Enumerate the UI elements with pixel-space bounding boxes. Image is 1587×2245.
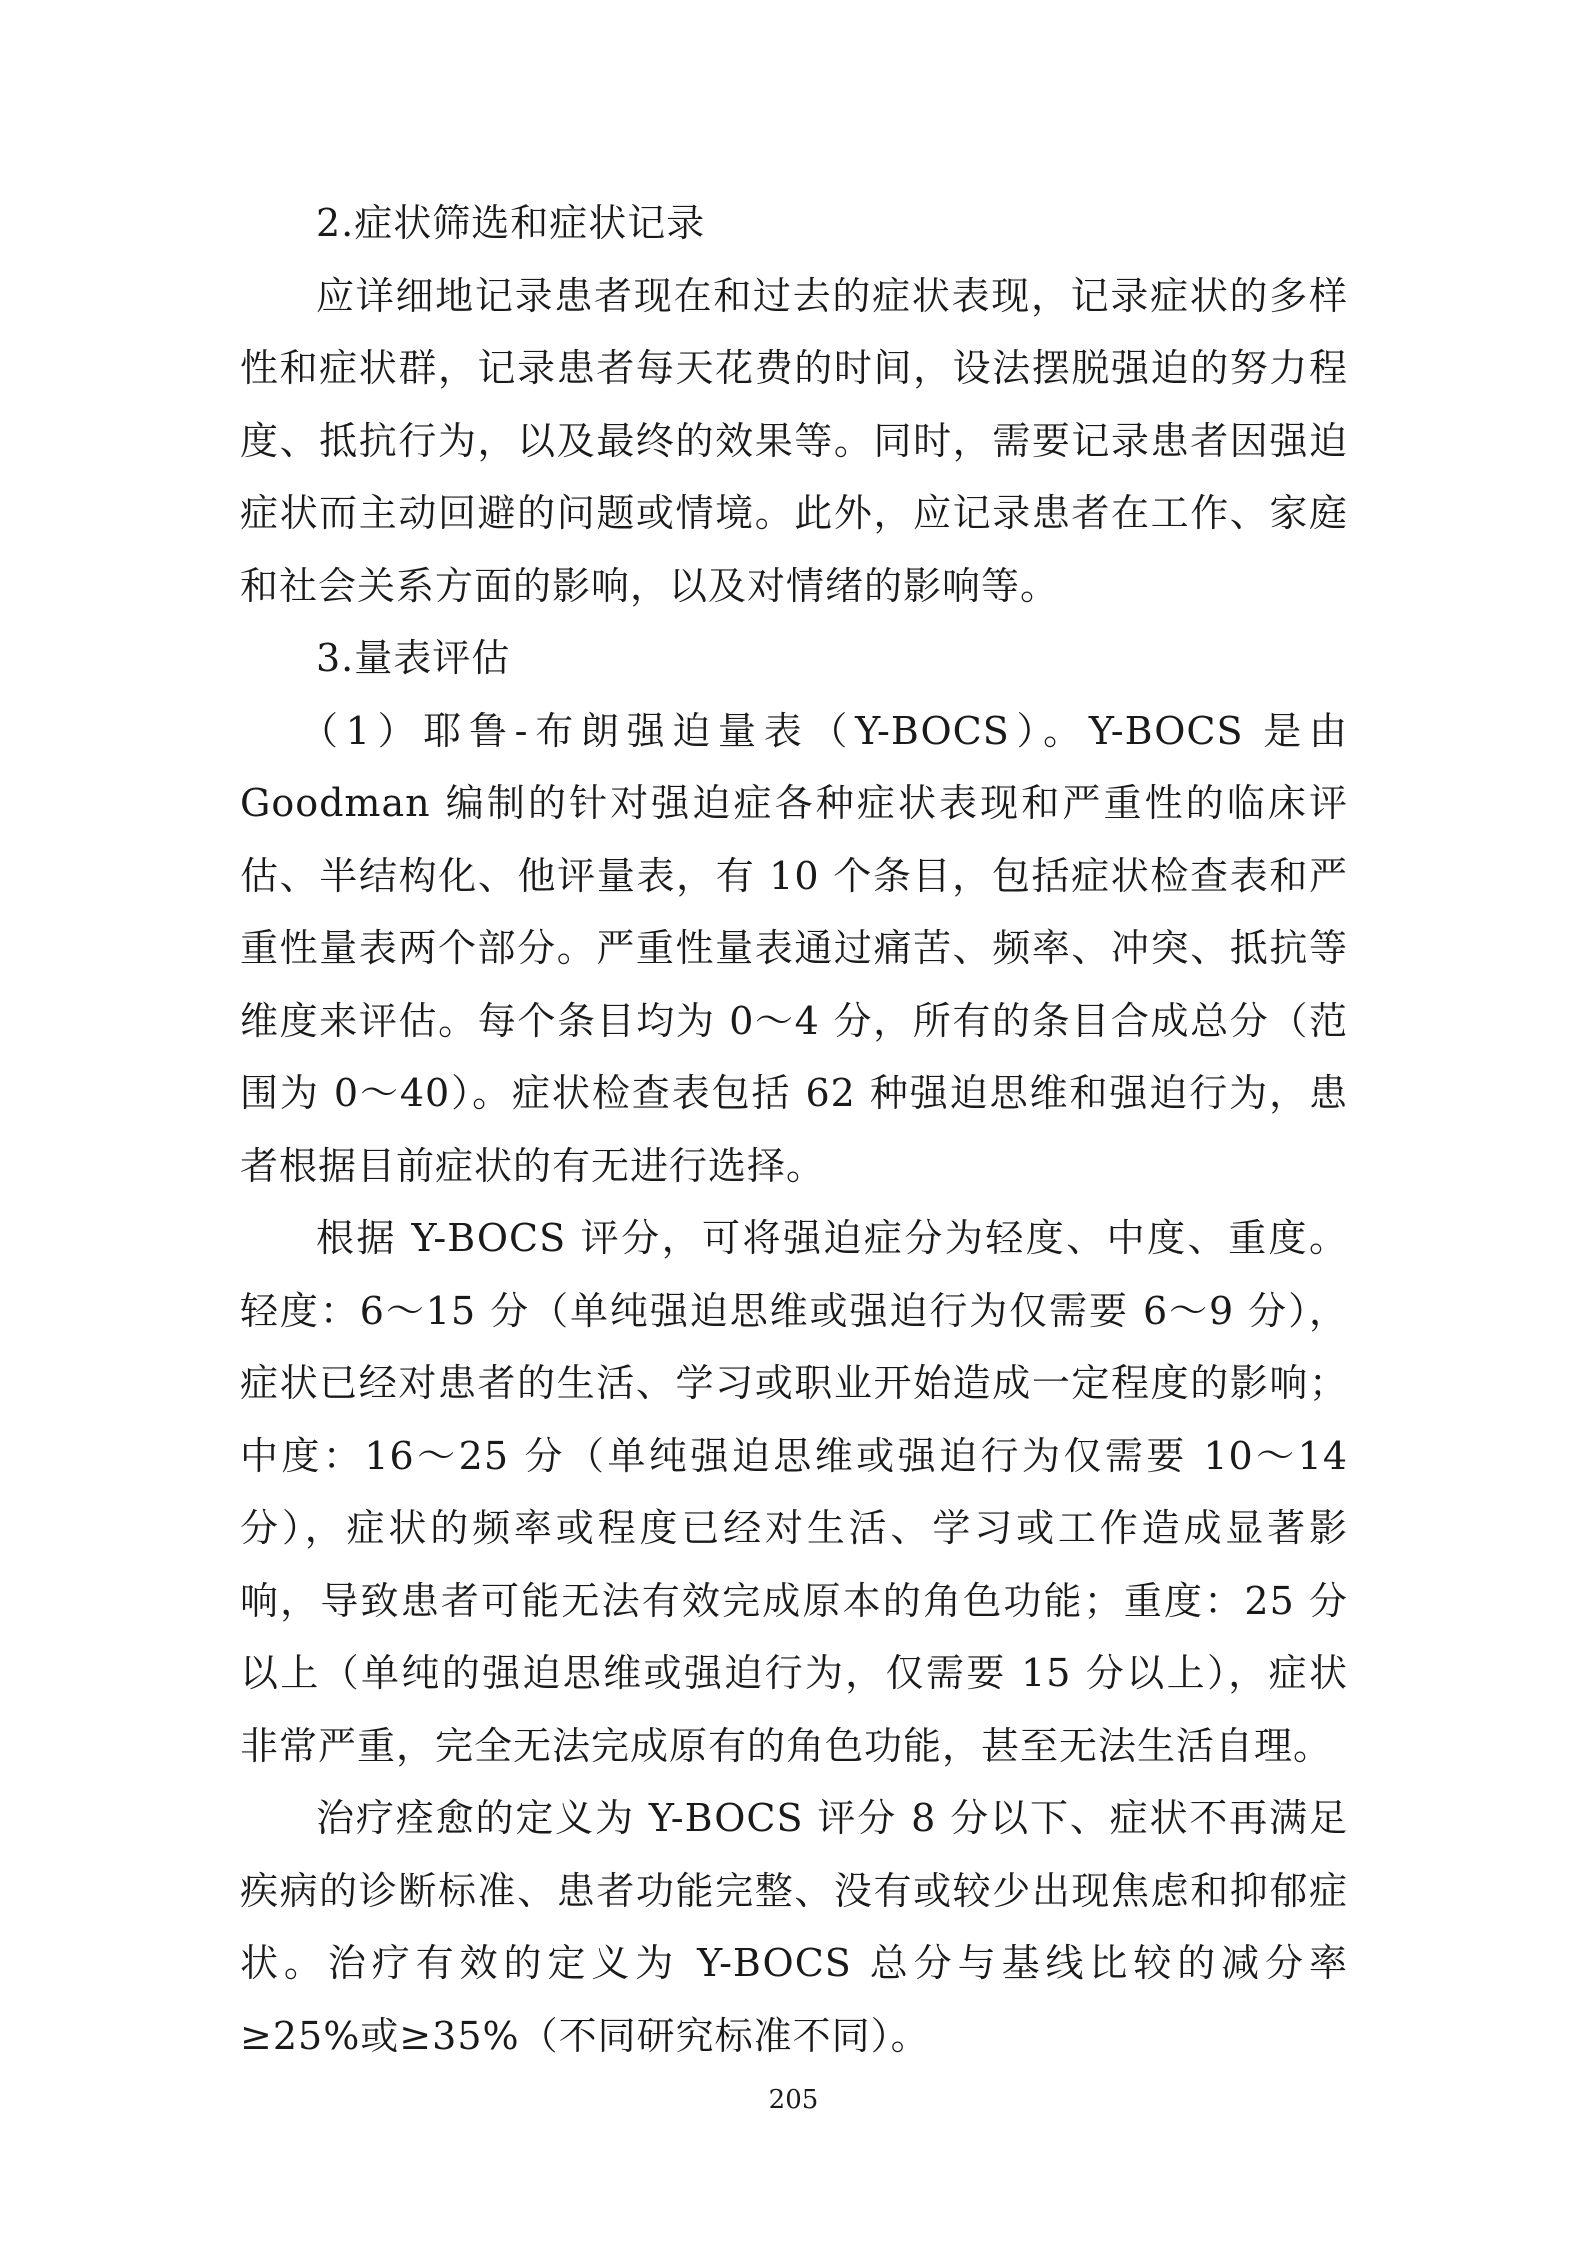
section-heading-symptom-screening: 2.症状筛选和症状记录 xyxy=(316,201,706,245)
page-body xyxy=(240,187,1348,2072)
paragraph-symptom-recording: 应详细地记录患者现在和过去的症状表现，记录症状的多样性和症状群，记录患者每天花费的时间，设法摆脱强迫的努力程度、抵抗行为，以及最终的效果等。同时，需要记录患者因强迫症状而主动回避的问题或情境。此外，应记录患者在工作、家庭和社会关系方面的影响，以及对情绪的影响等。 xyxy=(240,273,1348,608)
page-number: 205 xyxy=(768,2085,819,2115)
section-heading-scale-assessment: 3.量表评估 xyxy=(316,636,511,680)
paragraph-ybocs-severity: 根据 Y-BOCS 评分，可将强迫症分为轻度、中度、重度。轻度：6～15 分（单纯强迫思维或强迫行为仅需要 6～9 分），症状已经对患者的生活、学习或职业开始造成一定程度的影响；中度：16～25 分（单纯强迫思维或强迫行为仅需要 10～14 分），症状的频率或程度已经对生活、学习或工作造成显著影响，导致患者可能无法有效完成原本的角色功能；重度：25 分以上（单纯的强迫思维或强迫行为，仅需要 15 分以上），症状非常严重，完全无法完成原有的角色功能，甚至无法生活自理。 xyxy=(240,1216,1348,1768)
paragraph-treatment-definition: 治疗痊愈的定义为 Y-BOCS 评分 8 分以下、症状不再满足疾病的诊断标准、患者功能完整、没有或较少出现焦虑和抑郁症状。治疗有效的定义为 Y-BOCS 总分与基线比较的减分率≥25%或≥35%（不同研究标准不同）。 xyxy=(240,1796,1348,2058)
paragraph-ybocs-description: （1）耶鲁-布朗强迫量表（Y-BOCS）。Y-BOCS 是由 Goodman 编制的针对强迫症各种症状表现和严重性的临床评估、半结构化、他评量表，有 10 个条目，包括症状检查表和严重性量表两个部分。严重性量表通过痛苦、频率、冲突、抵抗等维度来评估。每个条目均为 0～4 分，所有的条目合成总分（范围为 0～40）。症状检查表包括 62 种强迫思维和强迫行为，患者根据目前症状的有无进行选择。 xyxy=(240,708,1348,1188)
